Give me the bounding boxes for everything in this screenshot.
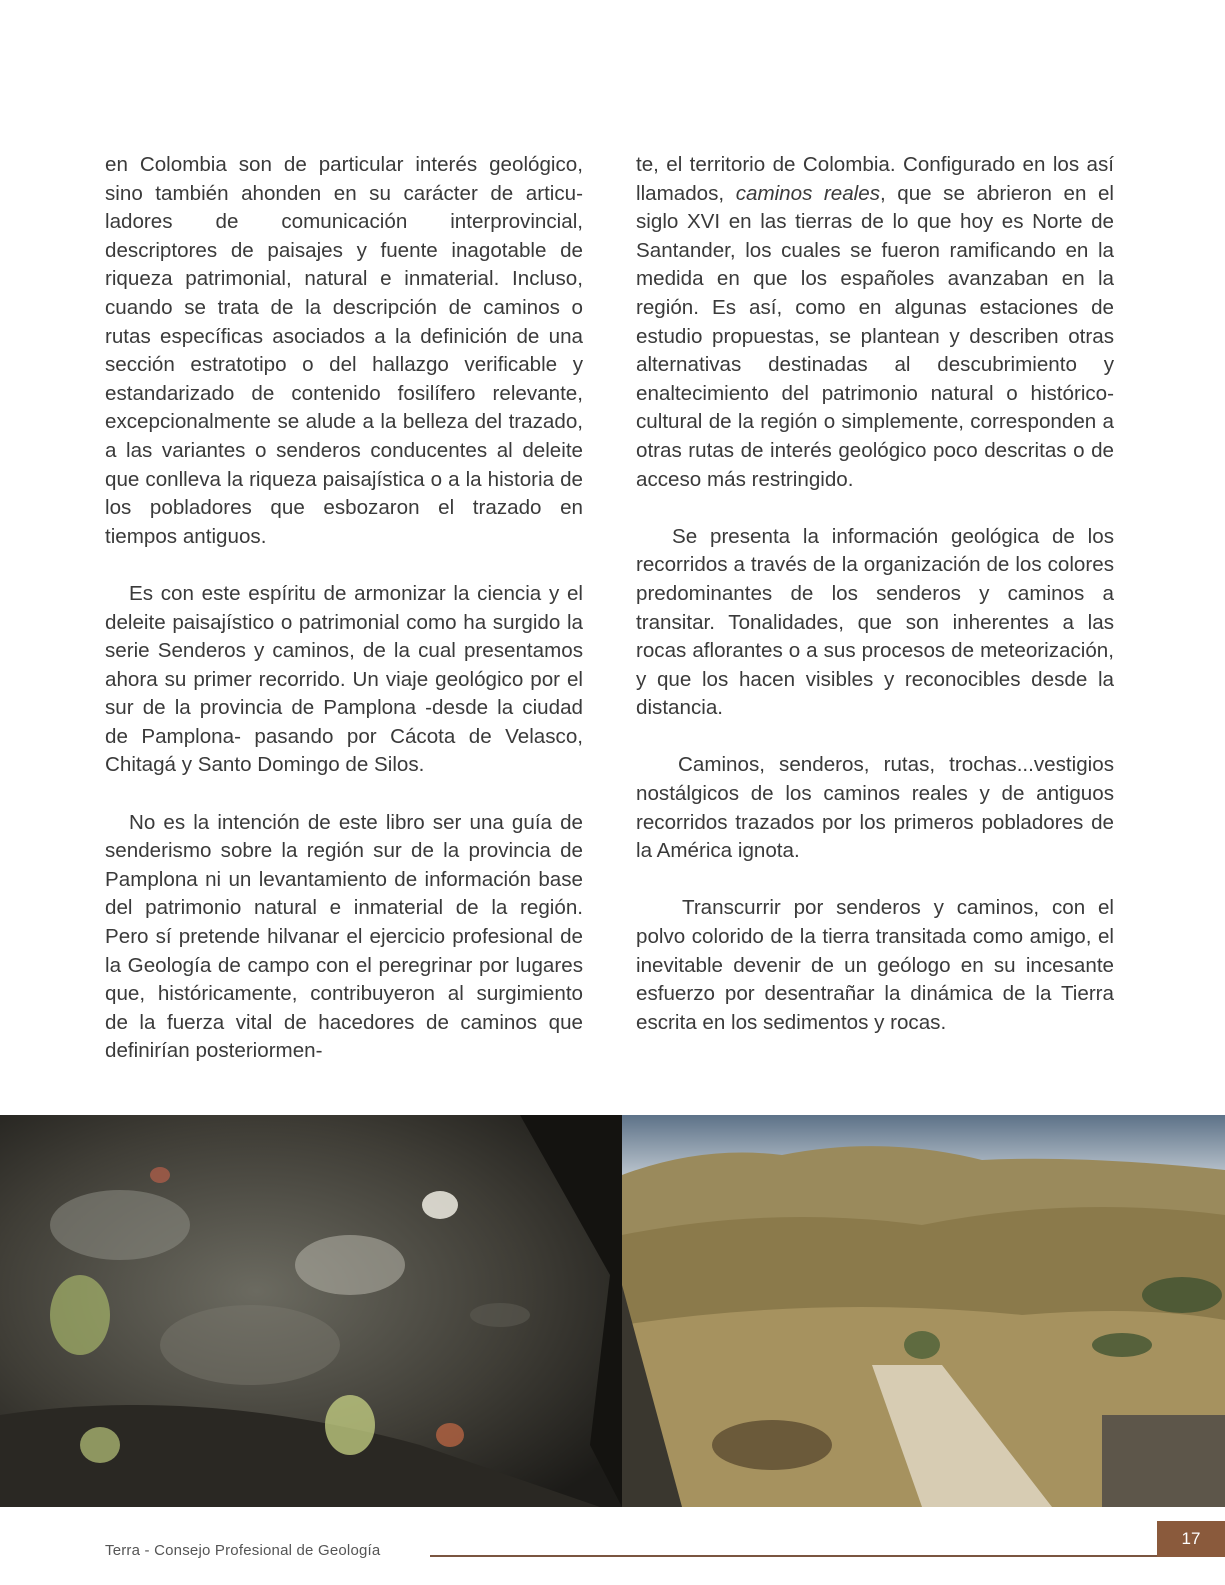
paragraph: Caminos, senderos, rutas, trochas...vestigios nostálgicos de los caminos reales y de antiguos recorridos trazados por los primeros pobladores de la América ignota. — [636, 753, 1114, 863]
paragraph: No es la intención de este libro ser una guía de senderismo sobre la región sur de la provincia de Pamplona ni un levantamiento de información base del patrimonio natural e inmaterial de la región. Pero sí pretende hilvanar el ejercicio profesional de la Geología de campo con el peregrinar por lugares que, históricamente, contribuyeron al surgimiento de la fuerza vital de hacedores de caminos que definirían posteriormen- — [105, 810, 583, 1063]
footer-divider — [430, 1555, 1157, 1557]
footer-publication: Terra - Consejo Profesional de Geología — [105, 1542, 381, 1559]
right-text-column — [636, 151, 1114, 1066]
left-text-column — [105, 151, 583, 1095]
paragraph-text: te, el territorio de Colombia. Configurado en los así llamados, — [636, 153, 1114, 205]
photo-band — [0, 1115, 1225, 1507]
paragraph: Transcurrir por senderos y caminos, con el polvo colorido de la tierra transitada como amigo, el inevitable devenir de un geólogo en su incesante esfuerzo por desentrañar la dinámica de la Tierra escrita en los sedimentos y rocas. — [636, 896, 1114, 1034]
paragraph — [636, 151, 1114, 494]
paragraph: Es con este espíritu de armonizar la ciencia y el deleite paisajístico o patrimonial como ha surgido la serie Senderos y caminos, de la cual presentamos ahora su primer recorrido. Un viaje geológico por el sur de la provincia de Pamplona -desde la ciudad de Pamplona- pasando por Cácota de Velasco, Chitagá y Santo Domingo de Silos. — [105, 581, 583, 777]
lichen-rock-photo — [0, 1115, 622, 1507]
valley-road-photo — [622, 1115, 1225, 1507]
page-number: 17 — [1181, 1529, 1201, 1548]
paragraph: en Colombia son de particular interés geológico, sino también ahonden en su carácter de articuladores de comunicación interprovincial, descriptores de paisajes y fuente inagotable de riqueza patrimonial, natural e inmaterial. Incluso, cuando se trata de la descripción de caminos o rutas específicas asociados a la definición de una sección estratotipo o del hallazgo verificable y estandarizado de contenido fosilífero relevante, excepcionalmente se alude a la belleza del trazado, a las variantes o senderos conducentes al deleite que conlleva la riqueza paisajística o a la historia de los pobladores que esbozaron el trazado en tiempos antiguos. — [105, 153, 583, 548]
page-number-badge — [1157, 1521, 1225, 1557]
paragraph: Se presenta la información geológica de los recorridos a través de la organización de los colores predominantes de los senderos y caminos a transitar. Tonalidades, que son inherentes a las rocas aflorantes o a sus procesos de meteorización, y que los hacen visibles y reconocibles desde la distancia. — [636, 524, 1114, 720]
paragraph-text: , que se abrieron en el siglo XVI en las tierras de lo que hoy es Norte de Santander, los cuales se fueron ramificando en la medida en que los españoles avanzaban en la región. Es así, como en algunas estaciones de estudio propuestas, se plantean y describen otras alternativas destinadas al descubrimiento y enaltecimiento del patrimonio natural o histórico-cultural de la región o simplemente, corresponden a otras rutas de interés geológico poco descritas o de acceso más restringido. — [636, 181, 1115, 491]
italic-term: caminos reales — [735, 181, 880, 205]
